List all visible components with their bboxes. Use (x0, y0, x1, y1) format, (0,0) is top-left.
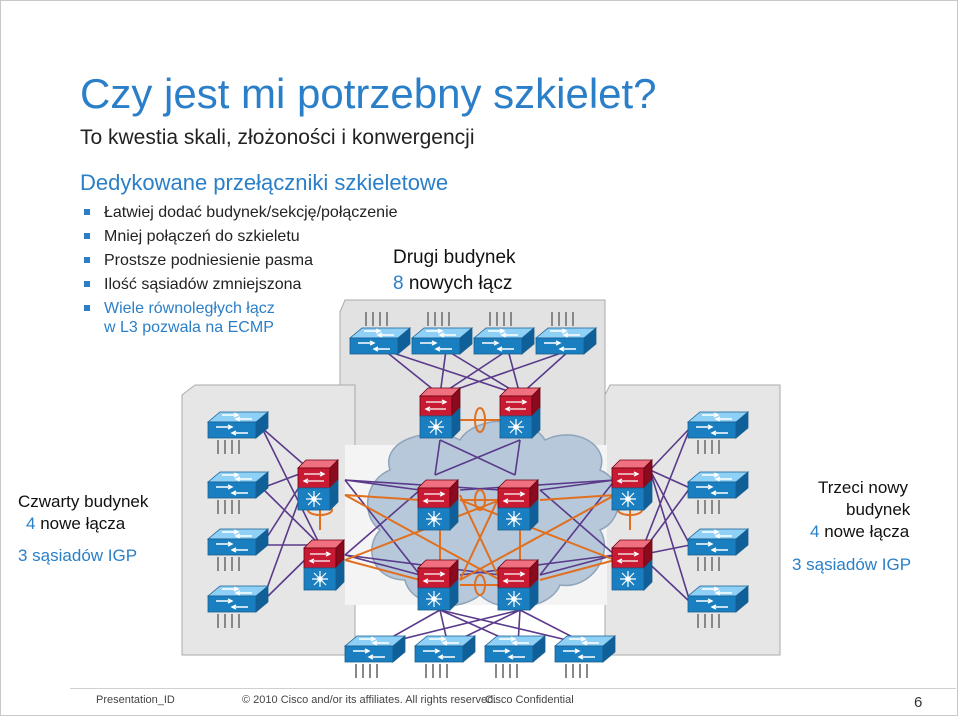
bullet-square-icon (84, 281, 90, 287)
third-building-igp: 3 sąsiadów IGP (792, 555, 912, 574)
bullet-item-ecmp: Wiele równoległych łącz w L3 pozwala na ECMP (80, 299, 398, 337)
third-building-name-line1: Trzeci nowy (818, 478, 909, 497)
bullet-item: Mniej połączeń do szkieletu (80, 227, 398, 251)
fourth-building-links: 4 nowe łącza (26, 514, 126, 533)
bullet-item: Ilość sąsiadów zmniejszona (80, 275, 398, 299)
second-building-links: 8 nowych łącz (393, 273, 513, 294)
bottom-access-switches (345, 636, 615, 678)
second-building-name: Drugi budynek (393, 247, 516, 268)
footer-copyright: © 2010 Cisco and/or its affiliates. All rights reserved. (242, 694, 497, 706)
page-title: Czy jest mi potrzebny szkielet? (80, 70, 657, 117)
third-building-links: 4 nowe łącza (810, 522, 910, 541)
section-heading: Dedykowane przełączniki szkieletowe (80, 170, 449, 195)
page-subtitle: To kwestia skali, złożoności i konwergencji (80, 126, 475, 149)
page-number: 6 (914, 694, 923, 711)
bullet-list (80, 203, 398, 337)
fourth-building-igp: 3 sąsiadów IGP (18, 546, 138, 565)
third-building-name-line2: budynek (846, 500, 911, 519)
bullet-square-icon (84, 257, 90, 263)
footer-divider (70, 688, 956, 689)
bullet-square-icon (84, 305, 90, 311)
bullet-item: Prostsze podniesienie pasma (80, 251, 398, 275)
fourth-building-name: Czwarty budynek (18, 492, 149, 511)
bullet-square-icon (84, 209, 90, 215)
bullet-item: Łatwiej dodać budynek/sekcję/połączenie (80, 203, 398, 227)
bullet-square-icon (84, 233, 90, 239)
footer-confidential: Cisco Confidential (485, 694, 574, 706)
footer-presentation-id: Presentation_ID (96, 694, 175, 706)
